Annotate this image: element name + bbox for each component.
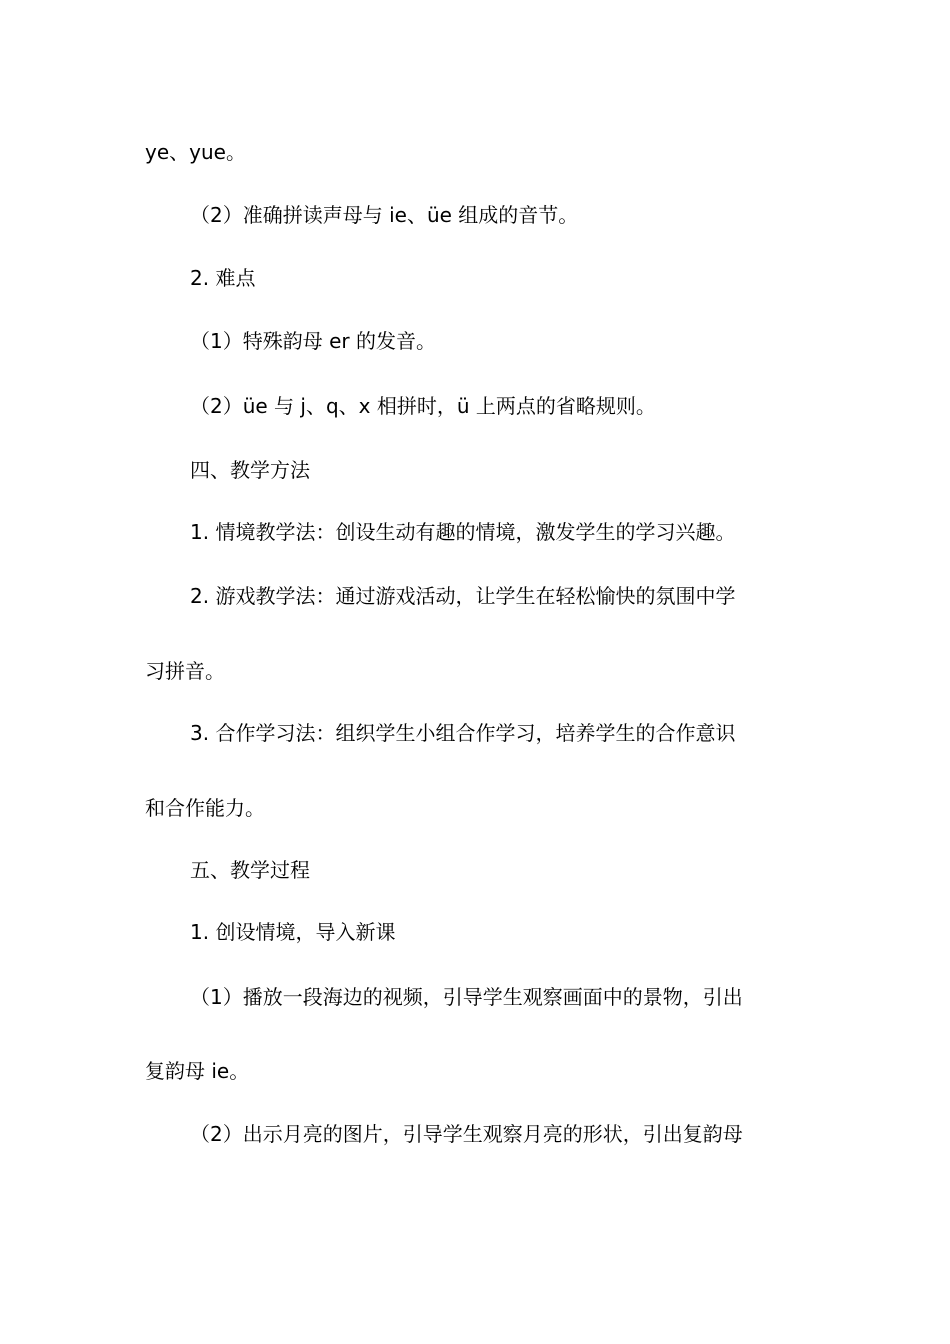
section-subheading: 2. 难点 (190, 266, 256, 290)
text-line: 和合作能力。 (145, 796, 265, 820)
text-line: （2）出示月亮的图片，引导学生观察月亮的形状，引出复韵母 (190, 1122, 743, 1146)
section-subheading: 1. 创设情境，导入新课 (190, 920, 396, 944)
text-line: 1. 情境教学法：创设生动有趣的情境，激发学生的学习兴趣。 (190, 520, 736, 544)
text-line: 习拼音。 (145, 659, 225, 683)
text-line: （1）播放一段海边的视频，引导学生观察画面中的景物，引出 (190, 985, 743, 1009)
text-line: 复韵母 ie。 (145, 1059, 250, 1083)
text-line: 2. 游戏教学法：通过游戏活动，让学生在轻松愉快的氛围中学 (190, 584, 736, 608)
text-line: ye、yue。 (145, 140, 246, 164)
section-heading: 四、教学方法 (190, 458, 310, 482)
section-heading: 五、教学过程 (190, 858, 310, 882)
text-line: （1）特殊韵母 er 的发音。 (190, 329, 436, 353)
text-line: （2）üe 与 j、q、x 相拼时，ü 上两点的省略规则。 (190, 394, 656, 418)
text-line: 3. 合作学习法：组织学生小组合作学习，培养学生的合作意识 (190, 721, 736, 745)
text-line: （2）准确拼读声母与 ie、üe 组成的音节。 (190, 203, 579, 227)
